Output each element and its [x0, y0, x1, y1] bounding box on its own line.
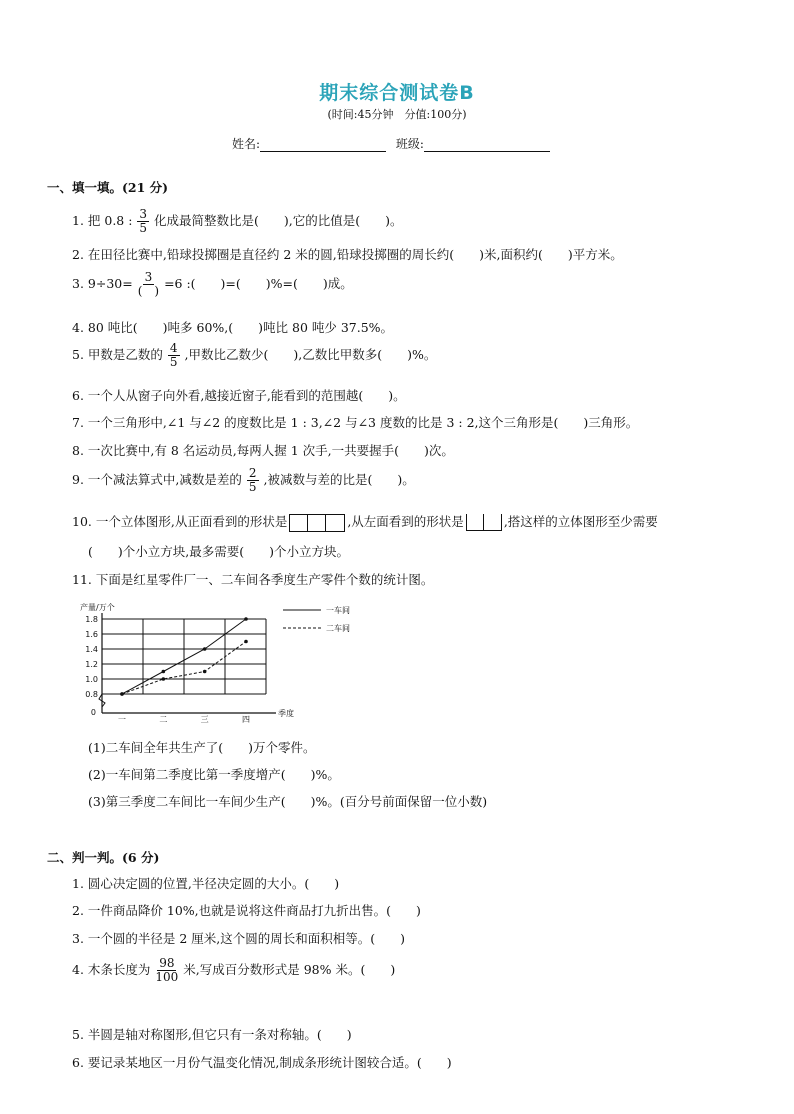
- legend-label: 二车间: [326, 624, 350, 633]
- fraction: $\frac{4}{5}$: [169, 341, 178, 369]
- y-tick-label: 1.4: [85, 645, 98, 654]
- name-blank[interactable]: [260, 139, 386, 152]
- y-tick-label: 1.6: [85, 630, 98, 639]
- s2q4-text-a: 4. 木条长度为: [72, 962, 151, 977]
- y-tick-label: 1.8: [85, 615, 98, 624]
- q5-text-a: 5. 甲数是乙数的: [72, 347, 163, 362]
- question-2-4: [72, 957, 395, 984]
- question-1-4: 4. 80 吨比( )吨多 60%,( )吨比 80 吨少 37.5%。: [72, 320, 394, 335]
- y-tick-label: 1.0: [85, 675, 98, 684]
- y-tick-label: 1.2: [85, 660, 98, 669]
- question-1-3: [72, 271, 353, 298]
- legend-label: 一车间: [326, 606, 350, 615]
- data-point: [162, 677, 166, 681]
- class-blank[interactable]: [424, 139, 550, 152]
- data-point: [162, 670, 166, 674]
- page-title: 期末综合测试卷B: [319, 82, 475, 104]
- data-point: [244, 617, 248, 621]
- name-field-row: [232, 135, 550, 152]
- question-2-2: 2. 一件商品降价 10%,也就是说将这件商品打九折出售。( ): [72, 903, 421, 918]
- data-point: [203, 647, 207, 651]
- exam-info: (时间:45分钟 分值:100分): [327, 108, 467, 121]
- left-view-shape: [466, 514, 502, 531]
- x-tick-label: 三: [200, 715, 209, 724]
- question-1-11-sub2: (2)一车间第二季度比第一季度增产( )%。: [88, 767, 340, 782]
- question-2-1: 1. 圆心决定圆的位置,半径决定圆的大小。( ): [72, 876, 340, 891]
- q3-text-a: 3. 9÷30=: [72, 276, 133, 291]
- question-1-8: 8. 一次比赛中,有 8 名运动员,每两人握 1 次手,一共要握手( )次。: [72, 443, 454, 458]
- fraction: $\frac{98}{100}$: [155, 956, 179, 984]
- q10-text-a: 10. 一个立体图形,从正面看到的形状是: [72, 514, 288, 529]
- data-point: [244, 640, 248, 644]
- x-axis-label: 季度: [278, 709, 294, 718]
- x-tick-label: 一: [118, 715, 126, 724]
- question-2-6: 6. 要记录某地区一月份气温变化情况,制成条形统计图较合适。( ): [72, 1055, 452, 1070]
- q1-text-b: 化成最简整数比是( ),它的比值是( )。: [154, 213, 403, 228]
- line-chart: [78, 592, 358, 727]
- question-1-5: [72, 342, 436, 369]
- data-point: [120, 692, 124, 696]
- y-tick-label: 0: [90, 708, 96, 717]
- question-1-10: [72, 512, 658, 532]
- s2q4-text-b: 米,写成百分数形式是 98% 米。( ): [183, 962, 396, 977]
- y-axis-label: 产量/万个: [80, 603, 115, 612]
- fraction: $\frac{2}{5}$: [248, 466, 257, 494]
- question-1-11-sub1: (1)二车间全年共生产了( )万个零件。: [88, 740, 316, 755]
- q3-text-b: =6 :( )=( )%=( )成。: [164, 276, 353, 291]
- question-1-11-sub3: (3)第三季度二车间比一车间少生产( )%。(百分号前面保留一位小数): [88, 794, 488, 809]
- question-2-5: 5. 半圆是轴对称图形,但它只有一条对称轴。( ): [72, 1027, 352, 1042]
- x-tick-label: 四: [242, 715, 250, 724]
- q9-text-a: 9. 一个减法算式中,减数是差的: [72, 472, 242, 487]
- question-1-6: 6. 一个人从窗子向外看,越接近窗子,能看到的范围越( )。: [72, 388, 406, 403]
- class-label: 班级:: [395, 137, 424, 151]
- question-1-9: [72, 467, 415, 494]
- fraction: $\frac{3}{( )}$: [137, 270, 160, 298]
- question-1-2: 2. 在田径比赛中,铅球投掷圈是直径约 2 米的圆,铅球投掷圈的周长约( )米,面积约( )平方米。: [72, 247, 623, 262]
- x-tick-label: 二: [159, 715, 168, 724]
- section-1-heading: 一、填一填。(21 分): [47, 180, 169, 195]
- section-2-heading: 二、判一判。(6 分): [47, 850, 160, 865]
- question-1-10-cont: ( )个小立方块,最多需要( )个小立方块。: [88, 544, 349, 559]
- question-1-11: 11. 下面是红星零件厂一、二车间各季度生产零件个数的统计图。: [72, 572, 434, 587]
- q10-text-c: ,搭这样的立体图形至少需要: [503, 514, 658, 529]
- y-tick-label: 0.8: [85, 690, 98, 699]
- data-point: [203, 670, 207, 674]
- name-label: 姓名:: [232, 137, 261, 151]
- question-1-1: [72, 208, 403, 235]
- q9-text-b: ,被减数与差的比是( )。: [263, 472, 415, 487]
- q10-text-b: ,从左面看到的形状是: [347, 514, 464, 529]
- question-1-7: 7. 一个三角形中,∠1 与∠2 的度数比是 1 : 3,∠2 与∠3 度数的比是 3 : 2,这个三角形是( )三角形。: [72, 415, 639, 430]
- fraction: $\frac{3}{5}$: [139, 207, 148, 235]
- front-view-shape: [289, 514, 345, 532]
- question-2-3: 3. 一个圆的半径是 2 厘米,这个圆的周长和面积相等。( ): [72, 931, 406, 946]
- q1-text-a: 1. 把 0.8 :: [72, 213, 133, 228]
- q5-text-b: ,甲数比乙数少( ),乙数比甲数多( )%。: [184, 347, 437, 362]
